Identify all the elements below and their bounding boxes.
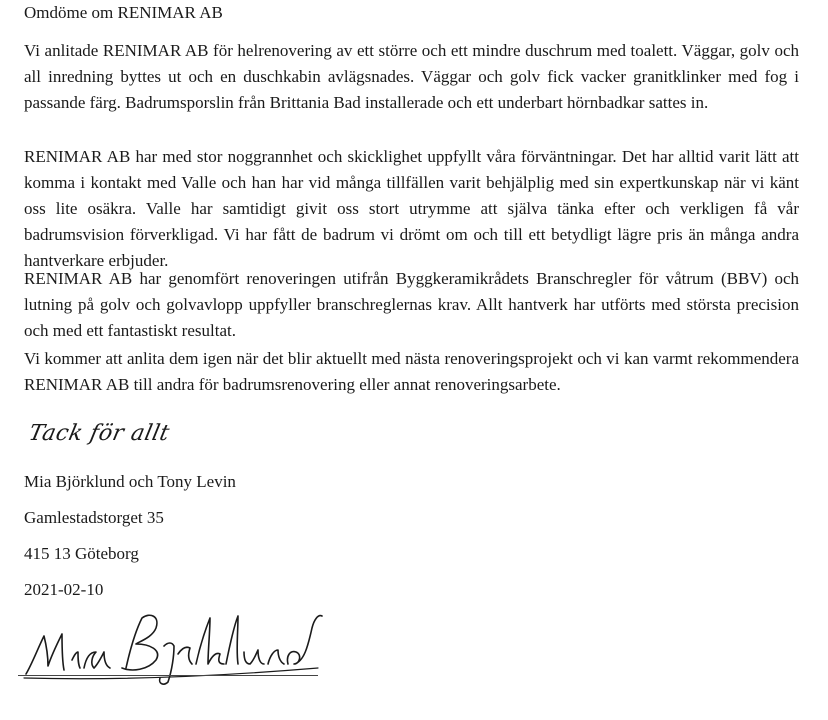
address-street: Gamlestadstorget 35 <box>24 508 164 527</box>
closing-phrase: Tack för allt <box>26 421 172 446</box>
paragraph-experience: RENIMAR AB har med stor noggrannhet och skicklighet uppfyllt våra förväntningar. Det har alltid varit lätt att komma i kontakt med Valle och han har vid många tillfällen varit behjälplig med sin expertkunskap när vi känt oss lite osäkra. Valle har samtidigt givit oss stort utrymme att själva tänka efter och verkligen få vår badrumsvision förverkligad. Vi har fått de badrum vi drömt om och till ett betydligt lägre pris än många andra hantverkare erbjuder. <box>24 147 799 270</box>
address-city: 415 13 Göteborg <box>24 544 139 563</box>
author-names: Mia Björklund och Tony Levin <box>24 472 236 491</box>
paragraph-intro: Vi anlitade RENIMAR AB för helrenovering av ett större och ett mindre duschrum med toalett. Väggar, golv och all inredning byttes ut och en duschkabin avlägsnades. Väggar och golv fick vacker granitklinker med fog i passande färg. Badrumsporslin från Brittania Bad installerade och ett underbart hörnbadkar sattes in. <box>24 41 799 112</box>
letter-heading: Omdöme om RENIMAR AB <box>24 3 223 22</box>
paragraph-recommendation: Vi kommer att anlita dem igen när det blir aktuellt med nästa renoveringsprojekt och vi kan varmt rekommendera RENIMAR AB till andra för badrumsrenovering eller annat renoveringsarbete. <box>24 349 799 394</box>
letter-date: 2021-02-10 <box>24 580 104 599</box>
paragraph-standards: RENIMAR AB har genomfört renoveringen utifrån Byggkeramikrådets Branschregler för våtrum (BBV) och lutning på golv och golvavlopp uppfyller branschreglernas krav. Allt hantverk har utförts med största precision och med ett fantastiskt resultat. <box>24 269 799 340</box>
signature-line <box>18 675 318 676</box>
